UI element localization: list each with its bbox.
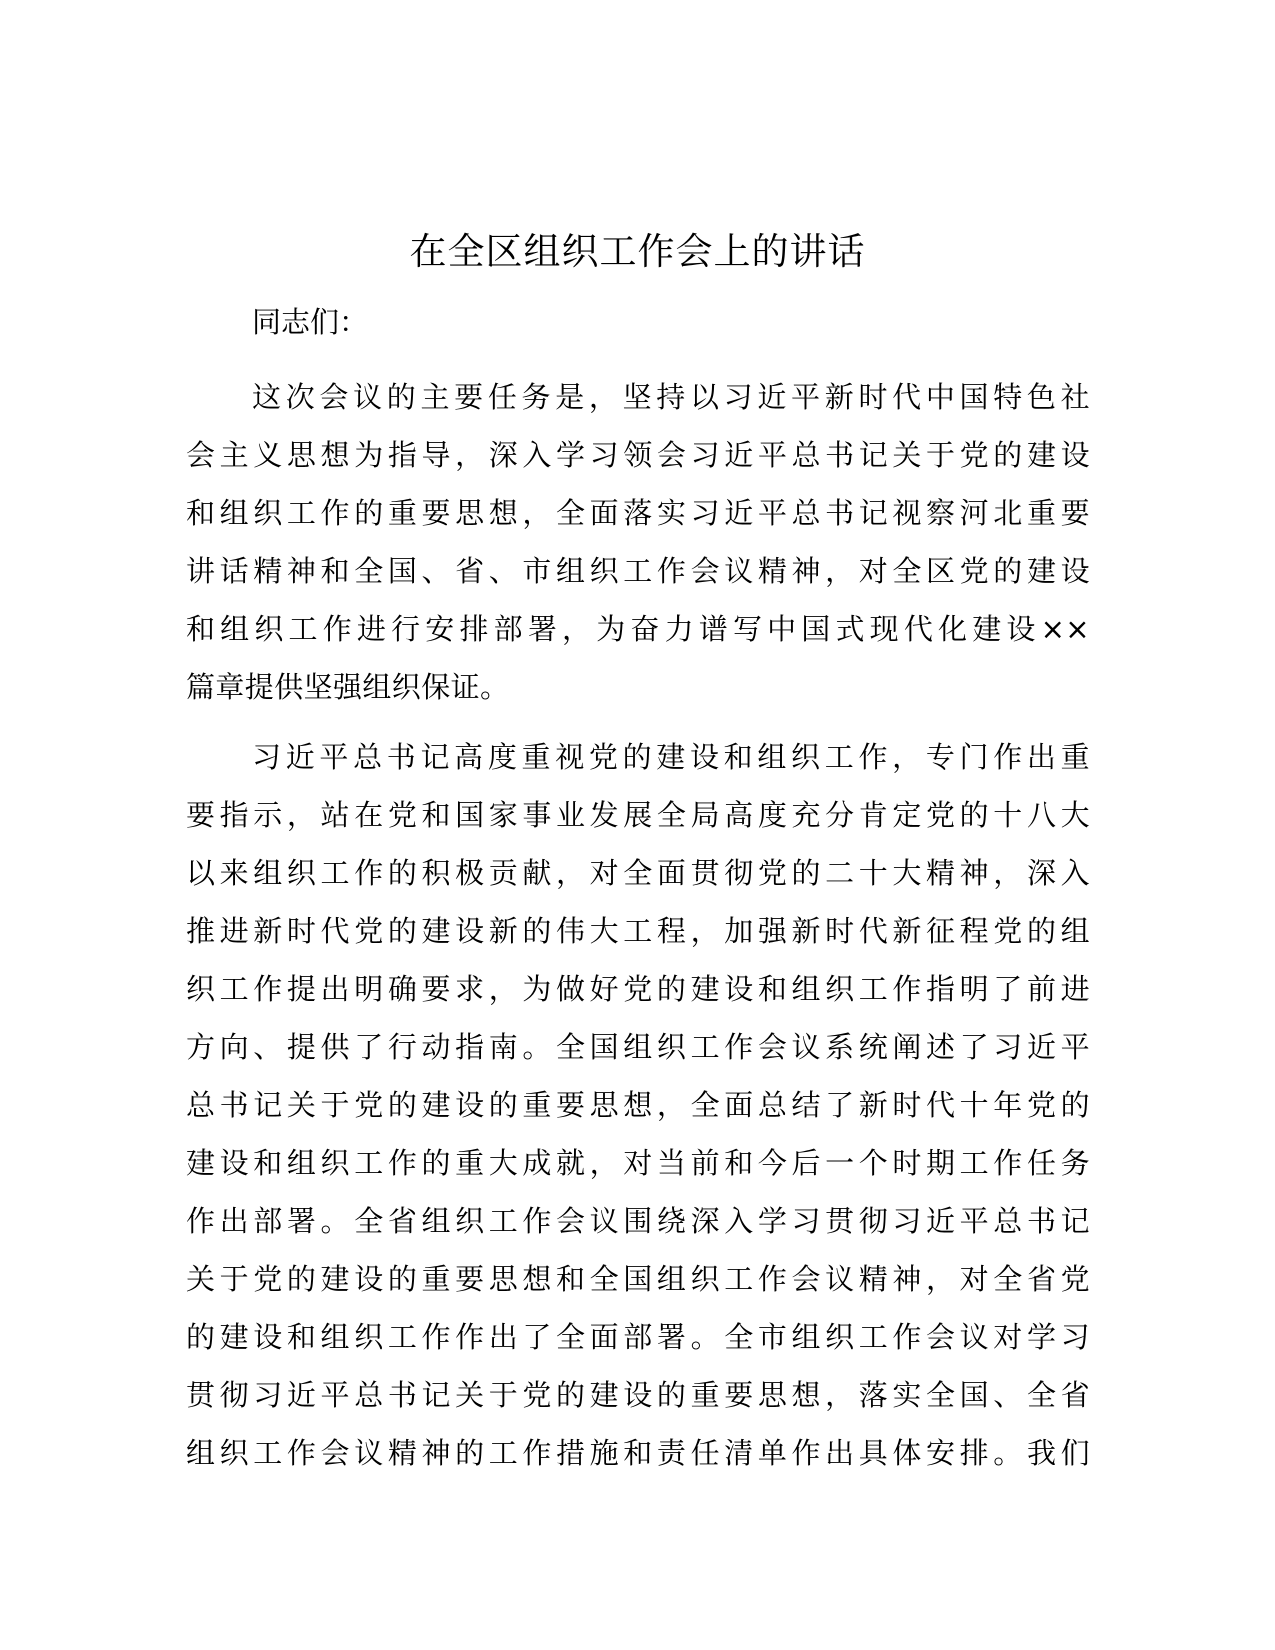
paragraph-line: 方向、提供了行动指南。全国组织工作会议系统阐述了习近平 <box>186 1030 1090 1064</box>
paragraph-line: 组织工作会议精神的工作措施和责任清单作出具体安排。我们 <box>186 1436 1090 1470</box>
paragraph-line: 关于党的建设的重要思想和全国组织工作会议精神，对全省党 <box>186 1262 1090 1296</box>
paragraph-1 <box>186 368 1090 716</box>
paragraph-line: 总书记关于党的建设的重要思想，全面总结了新时代十年党的 <box>186 1088 1090 1122</box>
document-title: 在全区组织工作会上的讲话 <box>409 230 866 273</box>
paragraph-line: 贯彻习近平总书记关于党的建设的重要思想，落实全国、全省 <box>186 1378 1090 1412</box>
paragraph-line: 以来组织工作的积极贡献，对全面贯彻党的二十大精神，深入 <box>186 856 1090 890</box>
paragraph-line: 习近平总书记高度重视党的建设和组织工作，专门作出重 <box>252 740 1090 774</box>
paragraph-line: 和组织工作的重要思想，全面落实习近平总书记视察河北重要 <box>186 496 1090 530</box>
paragraph-line: 织工作提出明确要求，为做好党的建设和组织工作指明了前进 <box>186 972 1090 1006</box>
paragraph-line: 和组织工作进行安排部署，为奋力谱写中国式现代化建设×× <box>186 612 1090 646</box>
paragraph-line: 这次会议的主要任务是，坚持以习近平新时代中国特色社 <box>252 380 1090 414</box>
paragraph-line: 的建设和组织工作作出了全面部署。全市组织工作会议对学习 <box>186 1320 1090 1354</box>
paragraph-line: 篇章提供坚强组织保证。 <box>186 670 510 704</box>
paragraph-2 <box>186 728 1090 1482</box>
paragraph-line: 建设和组织工作的重大成就，对当前和今后一个时期工作任务 <box>186 1146 1090 1180</box>
paragraph-line: 要指示，站在党和国家事业发展全局高度充分肯定党的十八大 <box>186 798 1090 832</box>
paragraph-line: 作出部署。全省组织工作会议围绕深入学习贯彻习近平总书记 <box>186 1204 1090 1238</box>
paragraph-line: 推进新时代党的建设新的伟大工程，加强新时代新征程党的组 <box>186 914 1090 948</box>
paragraph-line: 讲话精神和全国、省、市组织工作会议精神，对全区党的建设 <box>186 554 1090 588</box>
salutation: 同志们： <box>252 305 369 339</box>
paragraph-line: 会主义思想为指导，深入学习领会习近平总书记关于党的建设 <box>186 438 1090 472</box>
